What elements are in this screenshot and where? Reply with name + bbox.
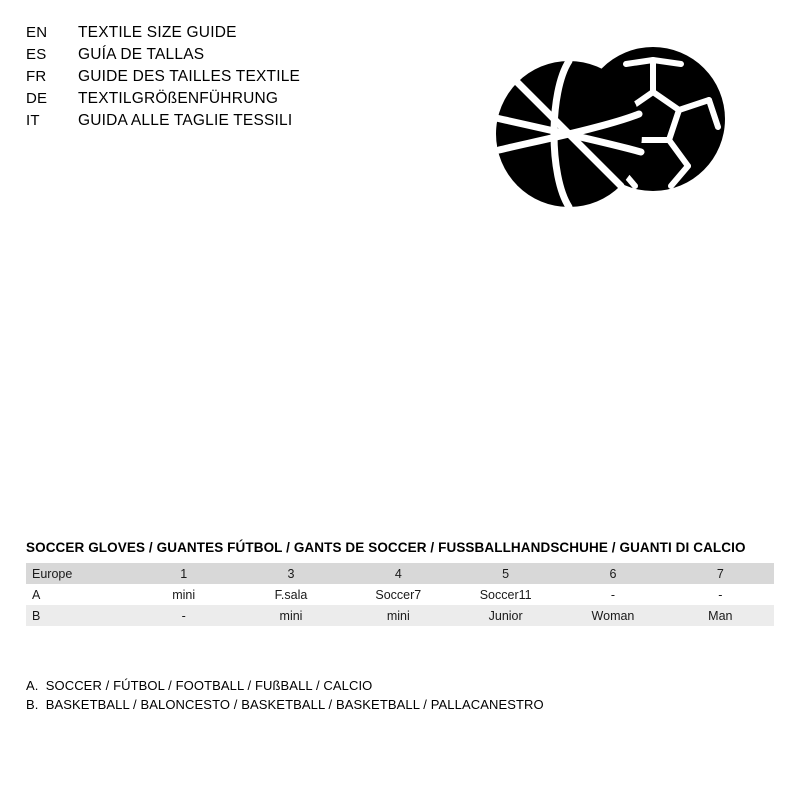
language-row — [26, 110, 446, 132]
column-header-1: 1 — [130, 563, 237, 584]
table-row — [26, 584, 774, 605]
column-header-4: 4 — [345, 563, 452, 584]
language-title: TEXTILGRÖßENFÜHRUNG — [78, 90, 279, 107]
table-cell: Woman — [559, 605, 666, 626]
language-code: EN — [26, 24, 48, 41]
soccer-basketball-icon — [487, 22, 727, 222]
table-cell: Soccer11 — [452, 584, 559, 605]
legend-key-b: B. — [26, 697, 39, 712]
table-cell: - — [559, 584, 666, 605]
table-cell: F.sala — [237, 584, 344, 605]
legend — [26, 676, 726, 714]
legend-item-b — [26, 695, 726, 714]
language-row — [26, 88, 446, 110]
language-title: GUÍA DE TALLAS — [78, 46, 205, 63]
table-cell: Man — [667, 605, 774, 626]
table-cell: - — [130, 605, 237, 626]
table-cell: mini — [345, 605, 452, 626]
column-header-6: 6 — [559, 563, 666, 584]
column-header-5: 5 — [452, 563, 559, 584]
row-label-b: B — [26, 605, 130, 626]
table-cell: Junior — [452, 605, 559, 626]
legend-key-a: A. — [26, 678, 39, 693]
table-row — [26, 605, 774, 626]
language-row — [26, 44, 446, 66]
table-header-row — [26, 563, 774, 584]
table-cell: Soccer7 — [345, 584, 452, 605]
language-code: ES — [26, 46, 47, 63]
table-cell: - — [667, 584, 774, 605]
column-header-3: 3 — [237, 563, 344, 584]
legend-item-a — [26, 676, 726, 695]
language-code: IT — [26, 112, 40, 129]
language-title: TEXTILE SIZE GUIDE — [78, 24, 237, 41]
language-row — [26, 66, 446, 88]
table-cell: mini — [237, 605, 344, 626]
language-title: GUIDA ALLE TAGLIE TESSILI — [78, 112, 293, 129]
column-header-europe: Europe — [26, 563, 130, 584]
table-caption: SOCCER GLOVES / GUANTES FÚTBOL / GANTS DE SOCCER / FUSSBALLHANDSCHUHE / GUANTI DI CALCIO — [26, 540, 746, 555]
language-title-list — [26, 22, 446, 132]
language-title: GUIDE DES TAILLES TEXTILE — [78, 68, 301, 85]
size-table — [26, 563, 774, 626]
legend-text-a: SOCCER / FÚTBOL / FOOTBALL / FUßBALL / CALCIO — [45, 678, 373, 693]
legend-text-b: BASKETBALL / BALONCESTO / BASKETBALL / BASKETBALL / PALLACANESTRO — [45, 697, 544, 712]
size-table-section — [26, 540, 774, 626]
column-header-7: 7 — [667, 563, 774, 584]
table-cell: mini — [130, 584, 237, 605]
language-row — [26, 22, 446, 44]
row-label-a: A — [26, 584, 130, 605]
language-code: FR — [26, 68, 47, 85]
language-code: DE — [26, 90, 48, 107]
